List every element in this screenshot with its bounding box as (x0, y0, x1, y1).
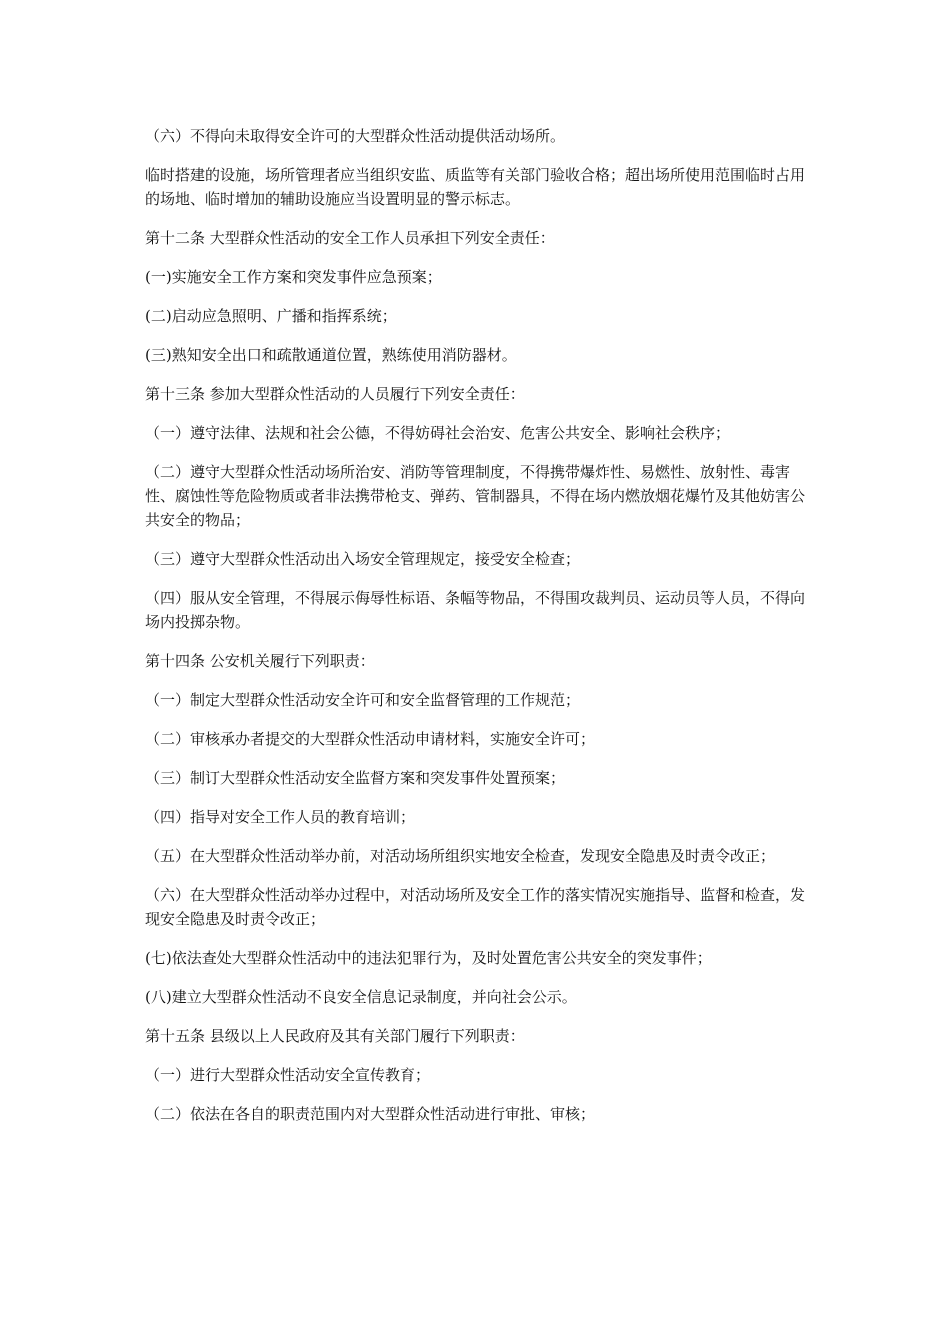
paragraph: （二）遵守大型群众性活动场所治安、消防等管理制度，不得携带爆炸性、易燃性、放射性、毒害性、腐蚀性等危险物质或者非法携带枪支、弹药、管制器具，不得在场内燃放烟花爆竹及其他妨害公共安全的物品； (145, 463, 806, 529)
paragraph: （二）审核承办者提交的大型群众性活动申请材料，实施安全许可； (145, 730, 596, 748)
paragraph: （三）遵守大型群众性活动出入场安全管理规定，接受安全检查； (145, 550, 581, 568)
paragraph: (二)启动应急照明、广播和指挥系统； (145, 307, 397, 325)
paragraph: （四）服从安全管理，不得展示侮辱性标语、条幅等物品，不得围攻裁判员、运动员等人员，不得向场内投掷杂物。 (145, 589, 806, 631)
article-heading: 第十二条 大型群众性活动的安全工作人员承担下列安全责任： (145, 229, 555, 247)
paragraph: (八)建立大型群众性活动不良安全信息记录制度，并向社会公示。 (145, 988, 577, 1006)
paragraph: （三）制订大型群众性活动安全监督方案和突发事件处置预案； (145, 769, 566, 787)
paragraph: （六）不得向未取得安全许可的大型群众性活动提供活动场所。 (145, 127, 566, 145)
paragraph: (三)熟知安全出口和疏散通道位置，熟练使用消防器材。 (145, 346, 517, 364)
article-heading: 第十三条 参加大型群众性活动的人员履行下列安全责任： (145, 385, 525, 403)
paragraph: （一）遵守法律、法规和社会公德，不得妨碍社会治安、危害公共安全、影响社会秩序； (145, 424, 731, 442)
paragraph: （四）指导对安全工作人员的教育培训； (145, 808, 416, 826)
paragraph: （一）进行大型群众性活动安全宣传教育； (145, 1066, 431, 1084)
paragraph: 临时搭建的设施，场所管理者应当组织安监、质监等有关部门验收合格；超出场所使用范围临时占用的场地、临时增加的辅助设施应当设置明显的警示标志。 (145, 166, 806, 208)
paragraph: (一)实施安全工作方案和突发事件应急预案； (145, 268, 442, 286)
document-body (145, 124, 805, 1141)
paragraph: （五）在大型群众性活动举办前，对活动场所组织实地安全检查，发现安全隐患及时责令改正； (145, 847, 776, 865)
article-heading: 第十五条 县级以上人民政府及其有关部门履行下列职责： (145, 1027, 525, 1045)
paragraph: (七)依法查处大型群众性活动中的违法犯罪行为，及时处置危害公共安全的突发事件； (145, 949, 712, 967)
paragraph: （二）依法在各自的职责范围内对大型群众性活动进行审批、审核； (145, 1105, 596, 1123)
paragraph: （一）制定大型群众性活动安全许可和安全监督管理的工作规范； (145, 691, 581, 709)
article-heading: 第十四条 公安机关履行下列职责： (145, 652, 375, 670)
paragraph: （六）在大型群众性活动举办过程中，对活动场所及安全工作的落实情况实施指导、监督和检查，发现安全隐患及时责令改正； (145, 886, 806, 928)
